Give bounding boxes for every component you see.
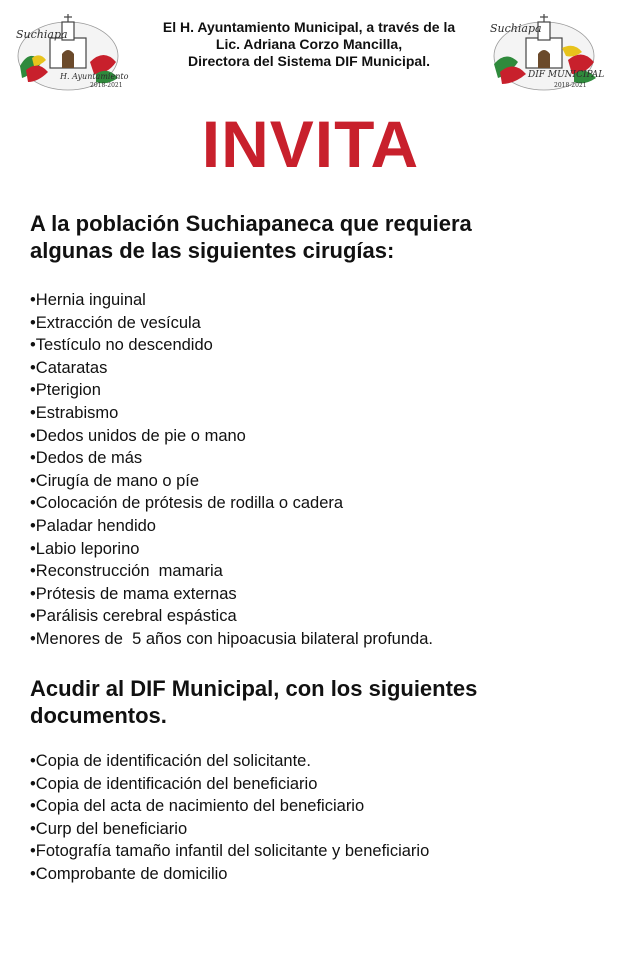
logo-script-text: Suchiapa xyxy=(490,22,542,35)
list-item: • Fotografía tamaño infantil del solicitante y beneficiario xyxy=(30,840,429,863)
section-documents-title-line-2: documentos. xyxy=(30,703,167,728)
list-item: • Extracción de vesícula xyxy=(30,312,433,335)
list-item: • Hernia inguinal xyxy=(30,289,433,312)
list-item: • Curp del beneficiario xyxy=(30,818,429,841)
logo-years: 2018-2021 xyxy=(90,82,123,89)
header-line-1: El H. Ayuntamiento Municipal, a través de la xyxy=(162,19,456,35)
logo-caption: DIF MUNICIPAL xyxy=(528,70,605,80)
list-item: • Copia de identificación del solicitante. xyxy=(30,750,429,773)
list-item: • Parálisis cerebral espástica xyxy=(30,605,433,628)
list-item: • Labio leporino xyxy=(30,538,433,561)
section-documents-title-line-1: Acudir al DIF Municipal, con los siguientes xyxy=(30,676,478,701)
list-item: • Reconstrucción mamaria xyxy=(30,560,433,583)
list-item: • Cataratas xyxy=(30,357,433,380)
list-item: • Dedos unidos de pie o mano xyxy=(30,425,433,448)
list-item: • Dedos de más xyxy=(30,447,433,470)
list-item: • Copia de identificación del beneficiario xyxy=(30,773,429,796)
header-line-3: Directora del Sistema DIF Municipal. xyxy=(188,53,430,69)
list-item: • Menores de 5 años con hipoacusia bilateral profunda. xyxy=(30,628,433,651)
list-item: • Copia del acta de nacimiento del beneficiario xyxy=(30,795,429,818)
surgeries-list xyxy=(30,289,433,651)
documents-list xyxy=(30,750,429,886)
header-text xyxy=(126,19,492,70)
header-line-2: Lic. Adriana Corzo Mancilla, xyxy=(215,36,403,52)
dif-logo-right xyxy=(488,8,605,96)
list-item: • Estrabismo xyxy=(30,402,433,425)
section-documents-title xyxy=(30,675,600,729)
section-surgeries-title xyxy=(30,210,600,264)
municipal-logo-left xyxy=(12,8,129,96)
logo-years: 2018-2021 xyxy=(554,82,587,89)
list-item: • Comprobante de domicilio xyxy=(30,863,429,886)
logo-script-text: Suchiapa xyxy=(16,28,68,41)
section-surgeries-title-line-2: algunas de las siguientes cirugías: xyxy=(30,238,395,263)
list-item: • Cirugía de mano o píe xyxy=(30,470,433,493)
section-surgeries-title-line-1: A la población Suchiapaneca que requiera xyxy=(30,211,472,236)
list-item: • Testículo no descendido xyxy=(30,334,433,357)
list-item: • Pterigion xyxy=(30,379,433,402)
list-item: • Colocación de prótesis de rodilla o cadera xyxy=(30,492,433,515)
invita-headline: INVITA xyxy=(201,107,420,181)
list-item: • Paladar hendido xyxy=(30,515,433,538)
list-item: • Prótesis de mama externas xyxy=(30,583,433,606)
logo-caption: H. Ayuntamiento xyxy=(60,72,129,81)
